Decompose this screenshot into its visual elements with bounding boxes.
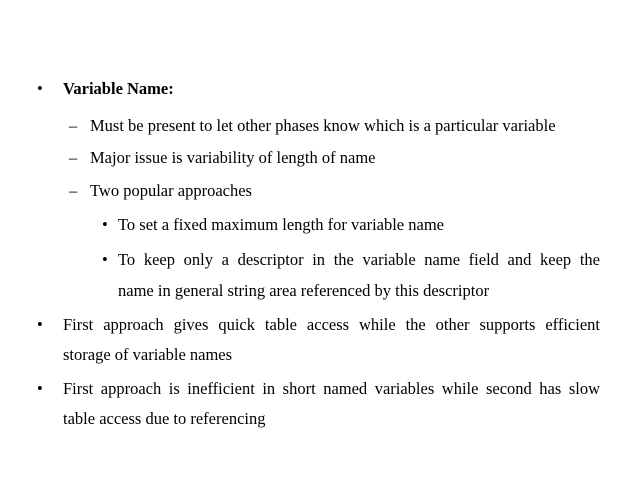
bullet-heading-variable-name: Variable Name:	[63, 79, 174, 98]
dash-marker: –	[69, 116, 78, 135]
bullet-text-line1: First approach gives quick table access while the other supports efficient	[63, 315, 600, 334]
bullet-text-line2: storage of variable names	[63, 345, 233, 364]
subbullet-text: Major issue is variability of length of name	[90, 148, 376, 167]
bullet-marker: •	[37, 379, 43, 398]
subsubbullet-text-line1: To keep only a descriptor in the variable name field and keep the	[118, 250, 600, 269]
bullet-marker: •	[37, 79, 43, 98]
bullet-text-line1: First approach is inefficient in short named variables while second has slow	[63, 379, 600, 398]
bullet-text-line2: table access due to referencing	[63, 409, 266, 428]
bullet-marker: •	[37, 315, 43, 334]
subsubbullet-text: To set a fixed maximum length for variable name	[118, 215, 444, 234]
subbullet-text: Two popular approaches	[90, 181, 252, 200]
bullet-marker: •	[102, 250, 108, 269]
dash-marker: –	[69, 181, 78, 200]
subbullet-text: Must be present to let other phases know which is a particular variable	[90, 116, 556, 135]
subsubbullet-text-line2: name in general string area referenced by this descriptor	[118, 281, 490, 300]
bullet-marker: •	[102, 215, 108, 234]
dash-marker: –	[69, 148, 78, 167]
